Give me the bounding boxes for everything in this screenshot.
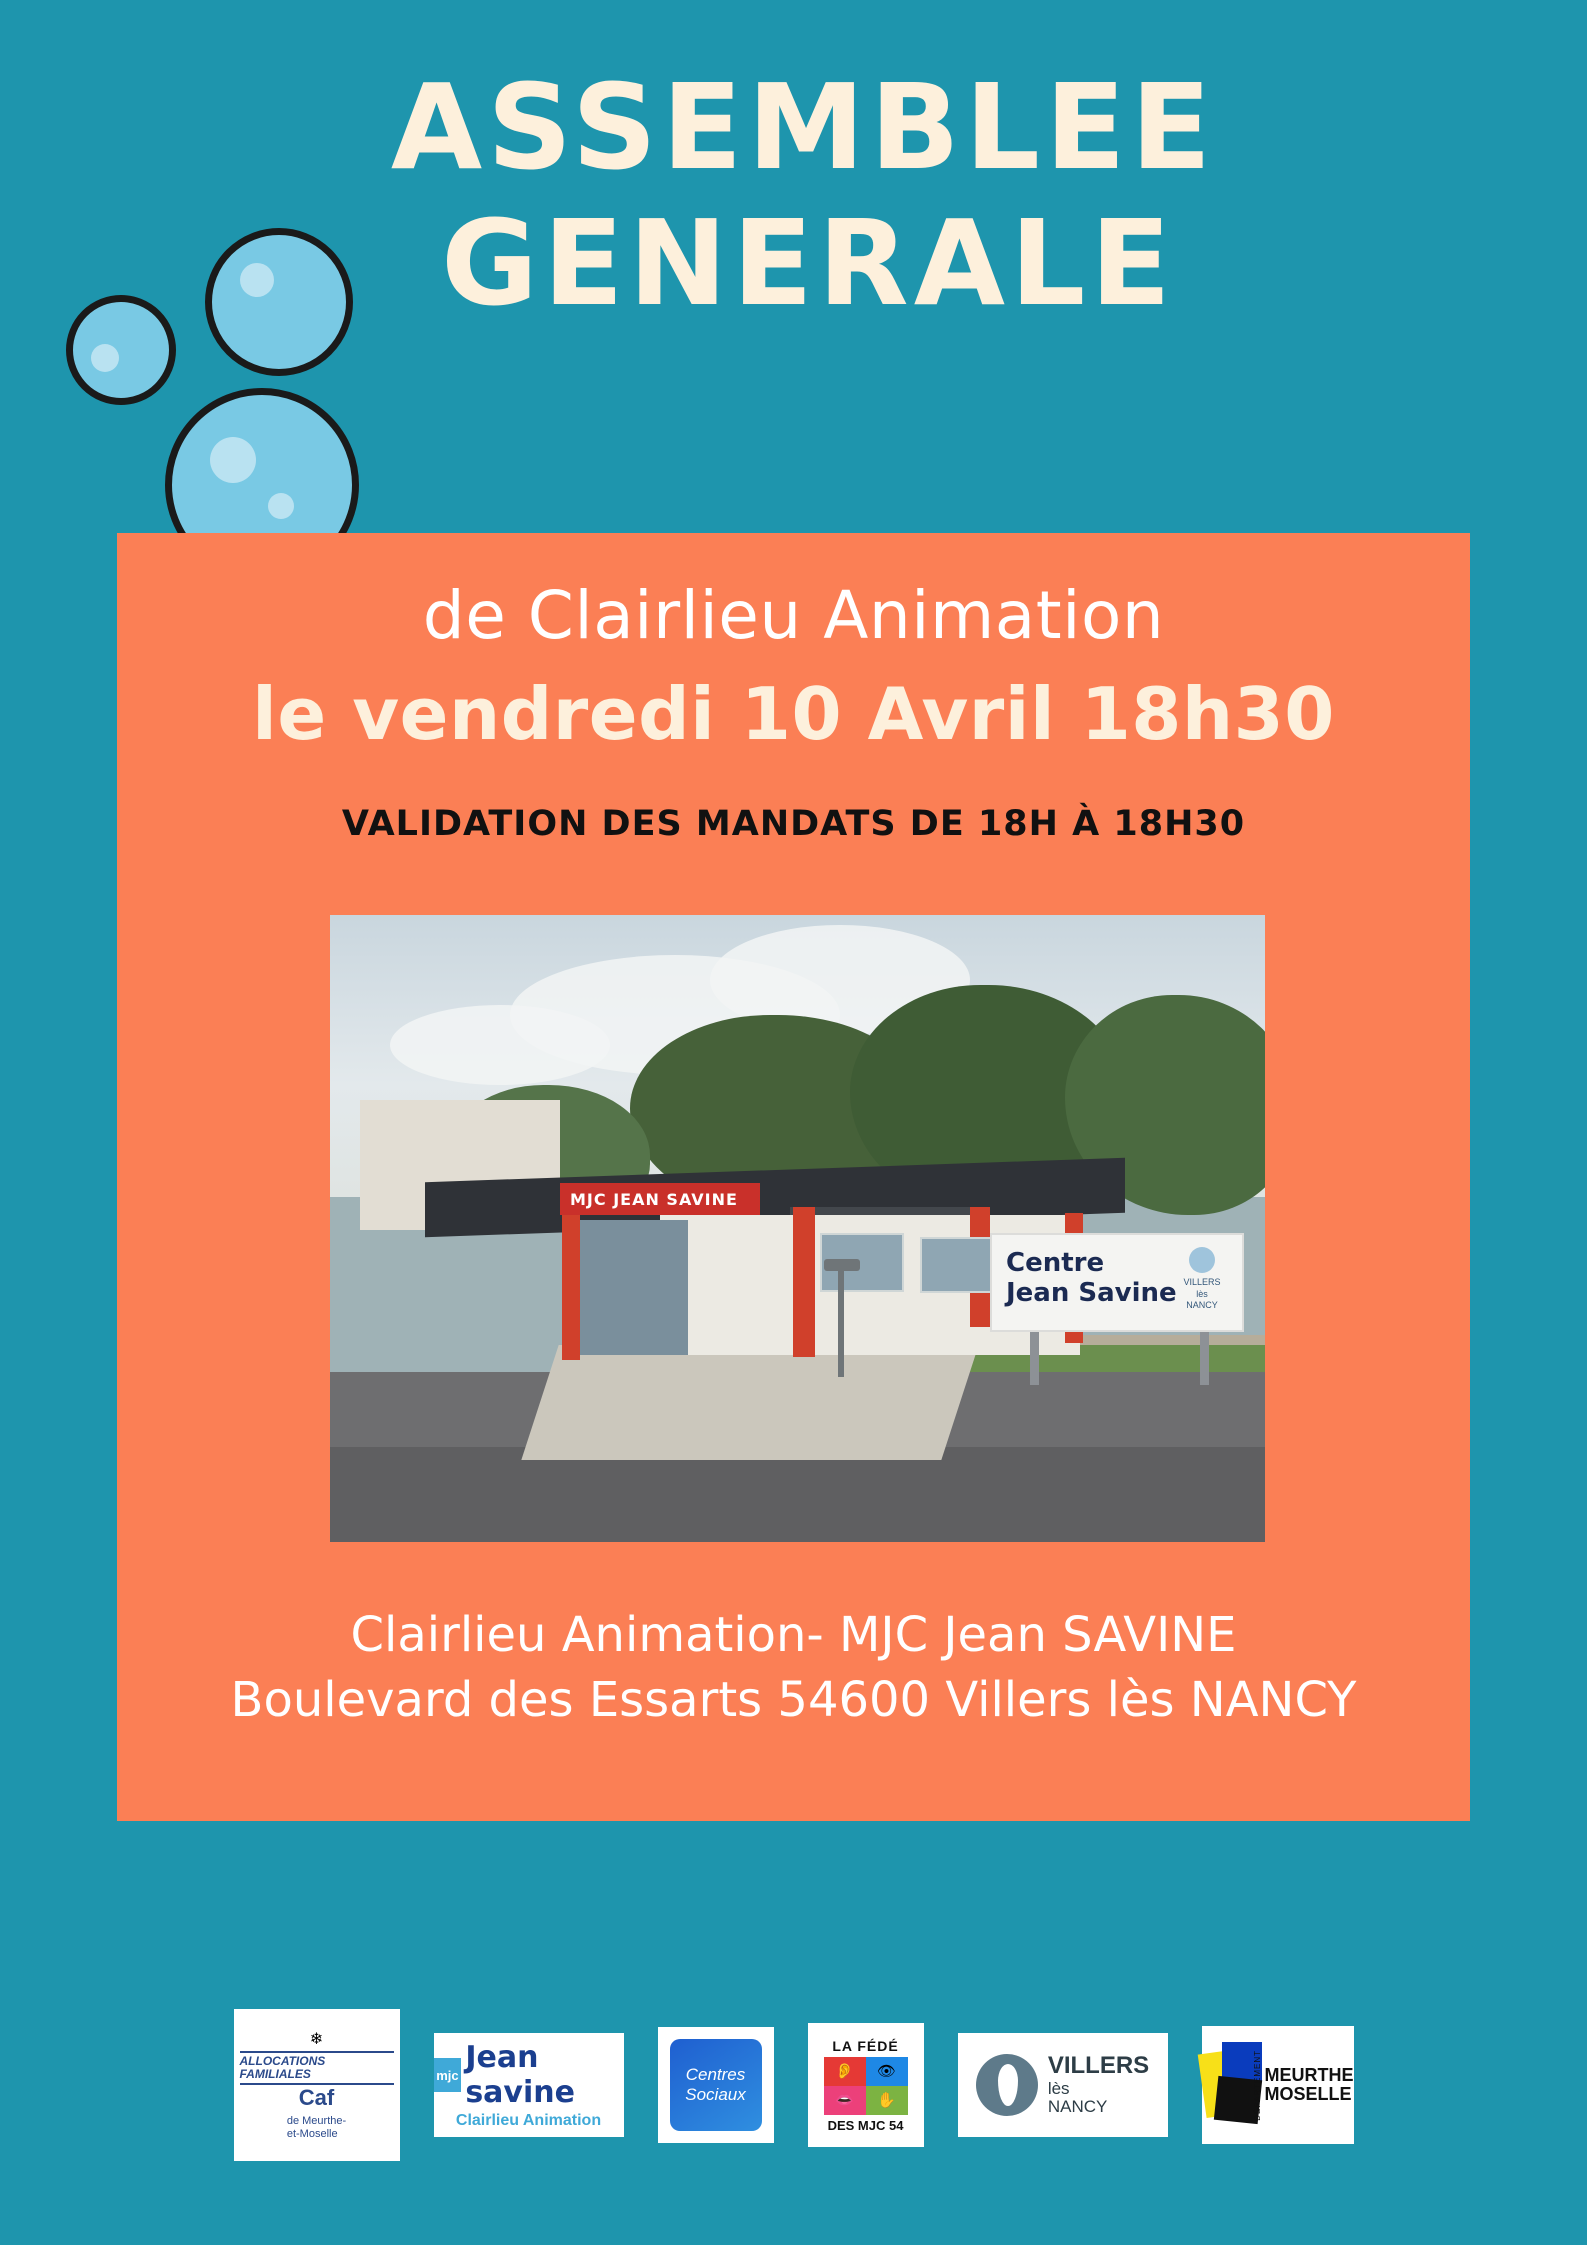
caf-wordmark: Caf <box>298 2085 335 2110</box>
photo-sign-leg <box>1030 1325 1039 1385</box>
ear-icon: 👂 <box>824 2057 866 2086</box>
villers-wordmark <box>1048 2053 1149 2117</box>
departement-vertical-label: DÉPARTEMENT <box>1252 2049 1262 2121</box>
photo-tarmac-foreground <box>330 1447 1265 1542</box>
mjc-row <box>434 2040 624 2110</box>
mouth-icon: 👄 <box>824 2086 866 2115</box>
caf-sub-line-2: et-Moselle <box>286 2128 338 2141</box>
subtitle: de Clairlieu Animation <box>422 577 1165 654</box>
photo-sign-city-line-2: lès <box>1196 1288 1208 1299</box>
photo-red-pillar <box>562 1215 580 1360</box>
logo-caf <box>234 2009 400 2161</box>
photo-entrance <box>578 1220 688 1355</box>
centres-sociaux-mark <box>670 2039 762 2131</box>
photo-sign-city-line-3: NANCY <box>1186 1300 1218 1311</box>
photo-window <box>920 1237 994 1293</box>
bubble-gloss-icon <box>268 493 294 519</box>
fede-pictogram-grid <box>824 2057 908 2115</box>
villers-line-1: VILLERS <box>1047 2052 1150 2080</box>
caf-allocations-familiales-label <box>240 2051 394 2085</box>
departement-line-1: MEURTHE <box>1264 2065 1354 2086</box>
photo-sign-city-line-1: VILLERS <box>1183 1277 1221 1287</box>
caf-snowflake-icon: ❄ <box>309 2030 324 2048</box>
photo-sign-text <box>1006 1249 1177 1309</box>
departement-line-2: MOSELLE <box>1264 2084 1352 2104</box>
bubble-icon <box>66 295 176 405</box>
photo-centre-sign <box>990 1233 1244 1332</box>
villers-line-2: lès <box>1047 2078 1070 2098</box>
bubble-gloss-icon <box>210 437 256 483</box>
photo-sign-line-1: Centre <box>1006 1248 1105 1278</box>
mjc-wordmark: Jean savine <box>465 2040 575 2110</box>
logo-centres-sociaux <box>658 2027 774 2143</box>
eye-icon: 👁 <box>866 2057 908 2086</box>
partner-logos <box>0 1990 1587 2180</box>
photo-sign-city-logo <box>1172 1247 1232 1312</box>
fede-subtitle: DES MJC 54 <box>827 2117 904 2133</box>
photo-lamp-head <box>824 1259 860 1271</box>
mjc-square-mark: mjc <box>434 2058 462 2092</box>
title-line-2: GENERALE <box>441 193 1176 332</box>
centres-sociaux-line-1: Centres <box>685 2065 746 2085</box>
villers-mark-icon <box>976 2054 1038 2116</box>
photo-building-banner: MJC JEAN SAVINE <box>560 1183 760 1215</box>
bubble-icon <box>205 228 353 376</box>
logo-villers-les-nancy <box>958 2033 1168 2137</box>
photo-walkway <box>521 1345 978 1460</box>
bubble-gloss-icon <box>91 344 119 372</box>
venue-address <box>117 1603 1470 1733</box>
content-panel <box>117 533 1470 1821</box>
fede-title: LA FÉDÉ <box>832 2037 899 2054</box>
mjc-subtitle: Clairlieu Animation <box>455 2112 602 2129</box>
caf-line-2: FAMILIALES <box>239 2066 311 2081</box>
event-datetime: le vendredi 10 Avril 18h30 <box>252 672 1335 756</box>
title-line-1: ASSEMBLEE <box>390 58 1217 196</box>
address-line-2: Boulevard des Essarts 54600 Villers lès NANCY <box>230 1671 1357 1728</box>
photo-sign-line-2: Jean Savine <box>1006 1277 1177 1308</box>
photo-sign-leg <box>1200 1325 1209 1385</box>
mandates-note: VALIDATION DES MANDATS DE 18H À 18H30 <box>341 804 1246 844</box>
caf-subtitle <box>287 2115 346 2141</box>
villers-line-3: NANCY <box>1047 2097 1108 2117</box>
logo-mjc-jean-savine <box>434 2033 624 2137</box>
address-line-1: Clairlieu Animation- MJC Jean SAVINE <box>350 1607 1237 1663</box>
departement-mark-icon <box>1202 2042 1253 2128</box>
hand-icon: ✋ <box>866 2086 908 2115</box>
city-mark-icon <box>1189 1247 1215 1273</box>
photo-lamp-post <box>838 1267 844 1377</box>
centres-sociaux-line-2: Sociaux <box>685 2085 746 2104</box>
logo-la-fede-mjc-54 <box>808 2023 924 2147</box>
bubble-gloss-icon <box>240 263 274 297</box>
logo-departement-meurthe-et-moselle <box>1202 2026 1354 2144</box>
departement-text <box>1253 2050 1354 2121</box>
caf-sub-line-1: de Meurthe- <box>286 2115 347 2127</box>
caf-line-1: ALLOCATIONS <box>239 2053 326 2068</box>
venue-photo <box>330 915 1265 1542</box>
departement-name <box>1265 2066 1354 2104</box>
photo-red-pillar <box>793 1207 815 1357</box>
